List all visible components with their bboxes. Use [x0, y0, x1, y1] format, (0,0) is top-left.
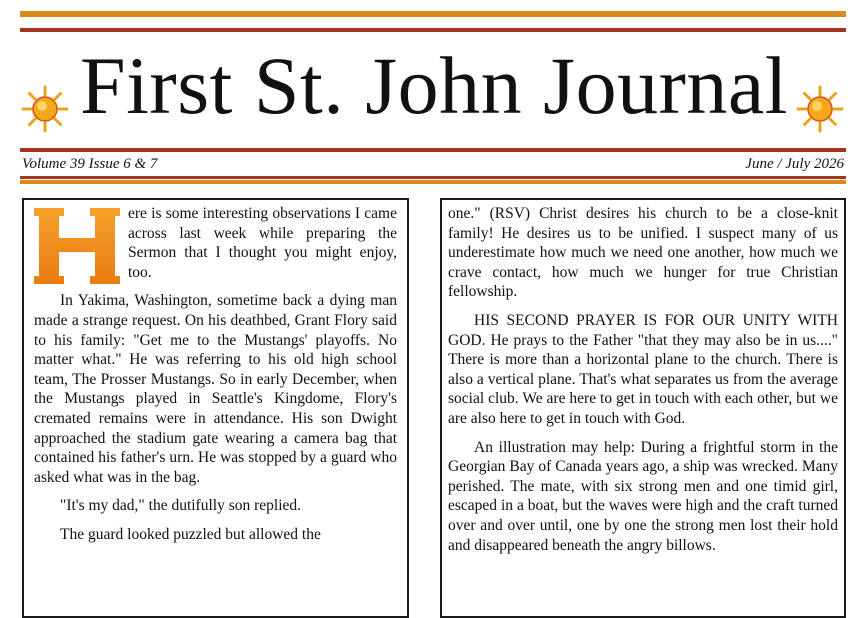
- volume-issue: Volume 39 Issue 6 & 7: [22, 156, 158, 172]
- article-column-left: [22, 198, 409, 618]
- paragraph: HIS SECOND PRAYER IS FOR OUR UNITY WITH GOD. He prays to the Father "that they may also be in us...." There is more than a horizontal plane to the church. There is also a vertical plane. That's what separates us from the average social club. We are here to get in touch with each other, but we are also here to get in touch with God.: [448, 311, 838, 427]
- issue-red-rule: [20, 176, 846, 179]
- top-red-rule: [20, 28, 846, 32]
- dropcap: [34, 208, 120, 284]
- sun-icon: [795, 84, 845, 134]
- issue-orange-rule: [20, 180, 846, 184]
- paragraph: "It's my dad," the dutifully son replied.: [60, 497, 302, 515]
- paragraph: ere is some interesting observations I came across last week while preparing the Sermon that I thought you might enjoy, too.: [128, 205, 397, 281]
- paragraph: An illustration may help: During a frightful storm in the Georgian Bay of Canada years ago, a ship was wrecked. Many perished. The mate, with six strong men and one timid girl, escaped in a boat, but the waves were high and the craft turned over and over until, one by one the strong men lost their hold and disappeared beneath the angry billows.: [448, 438, 838, 554]
- top-orange-rule: [20, 11, 846, 17]
- paragraph: one." (RSV) Christ desires his church to be a close-knit family! He desires us to be unified. I suspect many of us underestimate how much we need one another, how much we crave contact, how much we hunger for true Christian fellowship.: [448, 205, 838, 301]
- article-column-right: [440, 198, 846, 618]
- masthead-bottom-red-rule: [20, 148, 846, 152]
- paragraph: In Yakima, Washington, sometime back a dying man made a strange request. On his deathbed, Grant Flory said to his family: "Get me to the Mustangs' playoffs. No matter what." He was referring to his old high school team, The Prosser Mustangs. So in early December, when the Mustangs played in Seattle's Kingdome, Flory's cremated remains were in attendance. His son Dwight approached the stadium gate wearing a camera bag that contained his father's urn. He was stopped by a guard who asked what was in the bag.: [34, 292, 397, 486]
- issue-line: [20, 154, 846, 174]
- sun-icon: [20, 84, 70, 134]
- issue-date: June / July 2026: [745, 156, 844, 172]
- journal-title: First St. John Journal: [80, 40, 789, 131]
- paragraph: The guard looked puzzled but allowed the: [60, 525, 321, 543]
